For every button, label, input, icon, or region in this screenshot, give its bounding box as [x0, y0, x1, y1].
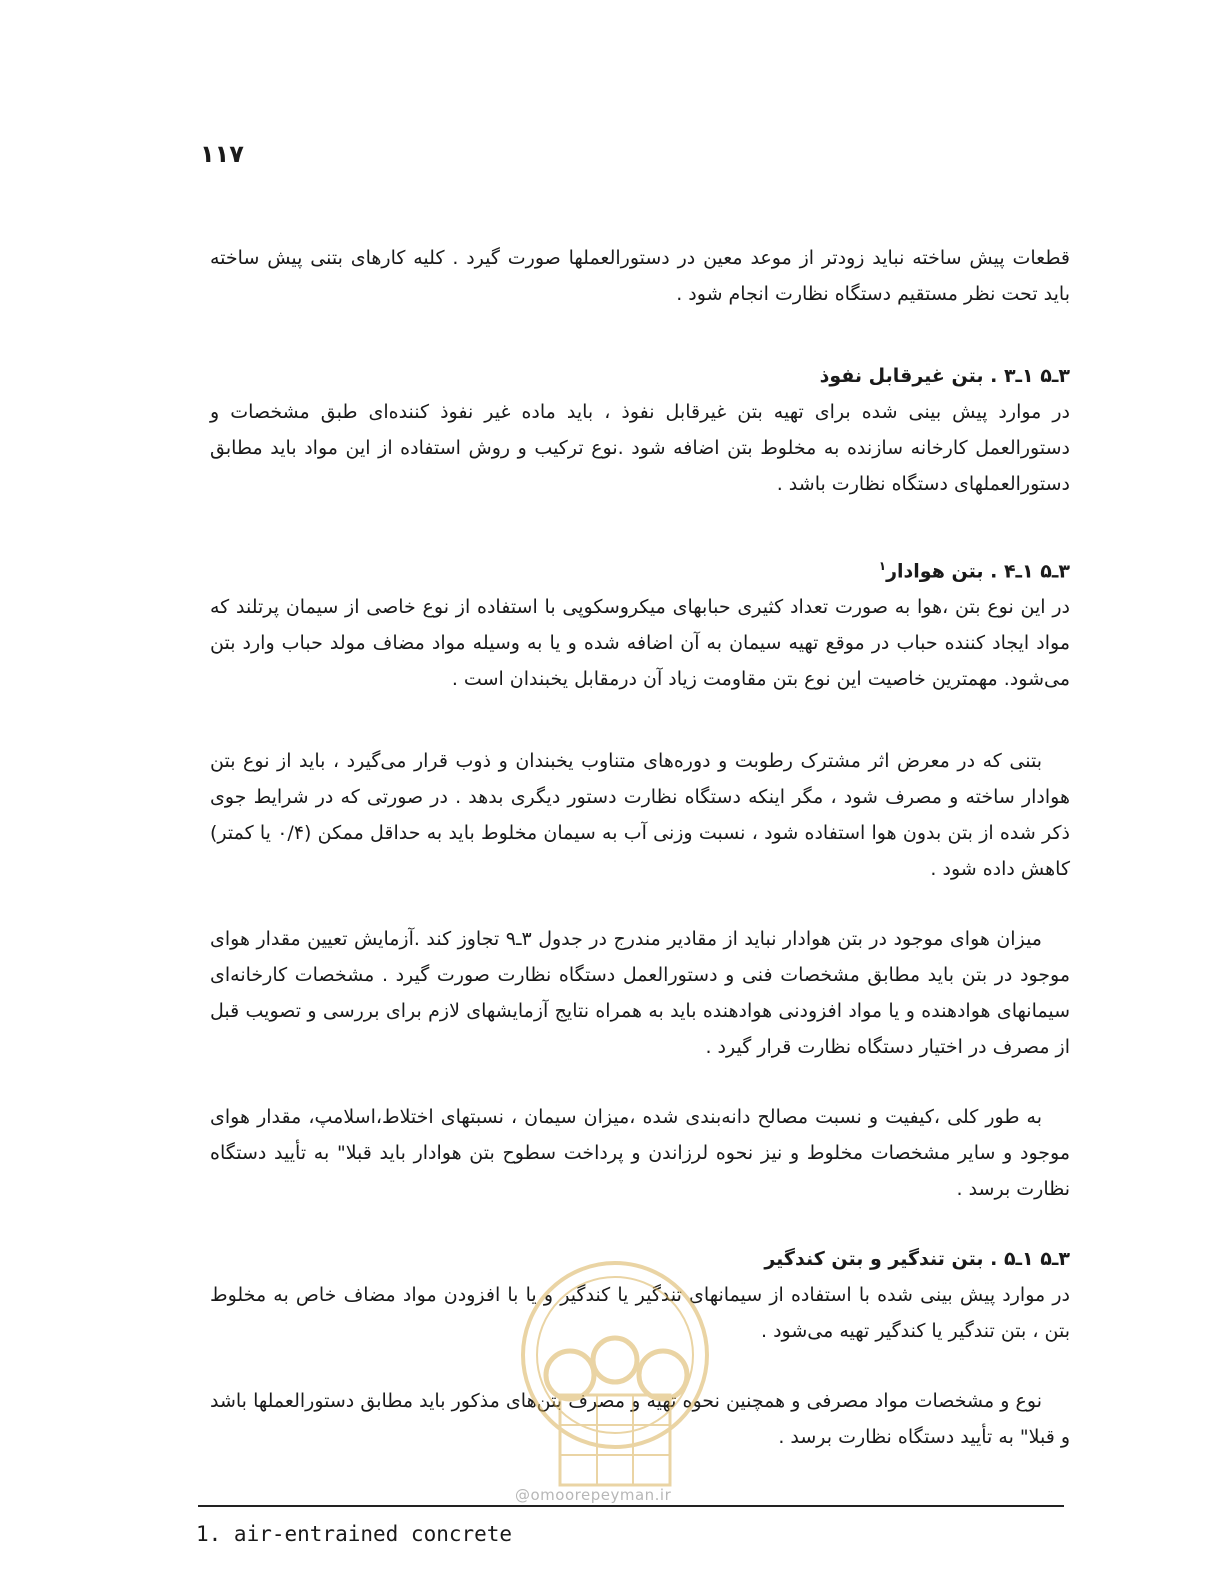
intro-paragraph: قطعات پیش ساخته نباید زودتر از موعد معین در دستورالعملها صورت گیرد . کلیه کارهای بتنی پیش ساخته باید تحت نظر مستقیم دستگاه نظارت انجام شود .: [210, 247, 1070, 305]
section-heading-air-entrained-concrete: [210, 548, 1070, 589]
heading-text: ۳ـ۵ ۱ـ۴ . بتن هوادار: [886, 560, 1070, 583]
air-entrained-paragraph-2: بتنی که در معرض اثر مشترک رطوبت و دوره‌های متناوب یخبندان و ذوب قرار می‌گیرد ، باید از نوع بتن هوادار ساخته و مصرف شود ، مگر اینکه دستگاه نظارت دستور دیگری بدهد . در صورتی که در شرایط جوی ذکر شده از بتن بدون هوا استفاده شود ، نسبت وزنی آب به سیمان مخلوط باید به حداقل ممکن (۰/۴ یا کمتر) کاهش داده شود .: [210, 750, 1070, 881]
footnote-mark: ۱: [878, 559, 887, 573]
page-number: ۱۱۷: [200, 140, 244, 168]
setting-paragraph-1: در موارد پیش بینی شده با استفاده از سیمانهای تندگیر یا کندگیر و یا با افزودن مواد مضاف خاص به مخلوط بتن ، بتن تندگیر یا کندگیر تهیه می‌شود .: [210, 1284, 1070, 1343]
watermark-url: @omoorepeyman.ir: [515, 1486, 672, 1504]
air-entrained-paragraph-1: در این نوع بتن ،هوا به صورت تعداد کثیری حبابهای میکروسکوپی با استفاده از نوع خاصی از سیمان پرتلند که مواد ایجاد کننده حباب در موقع تهیه سیمان به آن اضافه شده و یا به وسیله مواد مضاف مولد حباب وارد بتن می‌شود. مهمترین خاصیت این نوع بتن مقاومت زیاد آن درمقابل یخبندان است .: [210, 596, 1070, 691]
section-heading-impermeable-concrete: ۳ـ۵ ۱ـ۳ . بتن غیرقابل نفوذ: [819, 365, 1070, 387]
impermeable-concrete-paragraph: در موارد پیش بینی شده برای تهیه بتن غیرقابل نفوذ ، باید ماده غیر نفوذ کننده‌ای طبق مشخصات و دستورالعمل کارخانه سازنده به مخلوط بتن اضافه شود .نوع ترکیب و روش استفاده از این مواد باید مطابق دستورالعملهای دستگاه نظارت باشد .: [210, 401, 1070, 495]
air-entrained-paragraph-3: میزان هوای موجود در بتن هوادار نباید از مقادیر مندرج در جدول ۳ـ۹ تجاوز کند .آزمایش تعیین مقدار هوای موجود در بتن باید مطابق مشخصات فنی و دستورالعمل دستگاه نظارت صورت گیرد . مشخصات کارخانه‌ای سیمانهای هوادهنده و یا مواد افزودنی هوادهنده باید به همراه نتایج آزمایشهای لازم برای بررسی و تصویب قبل از مصرف در اختیار دستگاه نظارت قرار گیرد .: [210, 928, 1070, 1059]
air-entrained-paragraph-4: به طور کلی ،کیفیت و نسبت مصالح دانه‌بندی شده ،میزان سیمان ، نسبتهای اختلاط،اسلامپ، مقدار هوای موجود و سایر مشخصات مخلوط و نیز نحوه لرزاندن و پرداخت سطوح بتن هوادار باید قبلا" به تأیید دستگاه نظارت برسد .: [210, 1106, 1070, 1201]
footnote: 1. air-entrained concrete: [196, 1522, 513, 1546]
page-body: [210, 240, 1070, 1455]
section-heading-rapid-slow-setting: ۳ـ۵ ۱ـ۵ . بتن تندگیر و بتن کندگیر: [764, 1248, 1070, 1271]
footnote-divider: [198, 1505, 1064, 1507]
setting-paragraph-2: نوع و مشخصات مواد مصرفی و همچنین نحوه تهیه و مصرف بتن‌های مذکور باید مطابق دستورالعملها باشد و قبلا" به تأیید دستگاه نظارت برسد .: [210, 1390, 1070, 1449]
